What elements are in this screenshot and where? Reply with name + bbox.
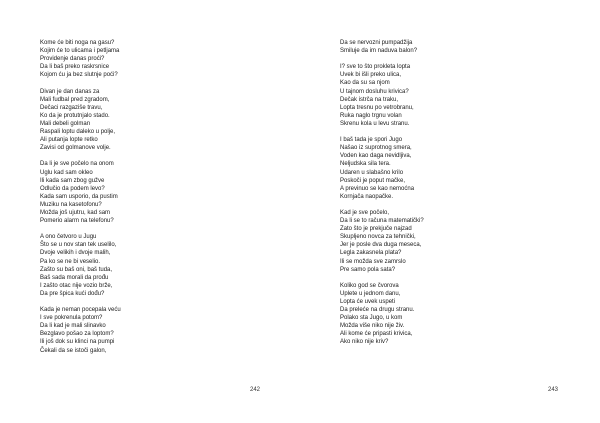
stanza [340,209,424,274]
poem-column-right [340,39,424,355]
right-page [300,0,600,423]
poem-line: Jer je posle dva duga meseca, [340,242,422,249]
poem-line: Kojom ću ja bez slutnje poći? [40,72,118,79]
poem-line: I baš tada je spori Jugo [340,137,403,144]
page-number-right: 243 [548,387,559,393]
poem-line: Ali kome će pripasti krivica, [340,331,413,338]
poem-line: I sve pokrenula potom? [40,315,103,322]
poem-line: Zato što je prekjuče najzad [340,226,412,233]
poem-line: Da li kad je mali slinavko [40,323,106,330]
poem-line: Skupljeno novca za tehnički, [340,234,416,241]
poem-line: Lopta tresnu po vetrobranu, [340,104,414,111]
poem-line: Možda više niko nije živ. [340,323,405,330]
poem-line: Da li baš preko raskrsnice [40,64,110,71]
poem-line: Dečak istrča na traku, [340,96,399,103]
poem-line: Ili se možda sve zamrslo [340,258,406,265]
poem-line: Mali fudbal pred zgradom, [40,96,110,103]
poem-line: Udaren u slabašno krilo [340,169,404,176]
poem-line: Zašto su baš oni, baš tuda, [40,266,113,273]
poem-line: Odlučio da podem levo? [40,185,105,192]
poem-line: Ko da je protutnjalo stado. [40,112,110,119]
poem-line: Ili još dok su klinci na pumpi [40,339,115,346]
poem-line: Skrenu kola u levu stranu. [340,120,410,127]
poem-line: I zašto otac nije vozio brže, [40,282,113,289]
poem-line: Pomerio alarm na telefonu? [40,218,114,225]
poem-line: Da li je sve počelo na onom [40,161,114,168]
poem-line: Kome će biti noga na gasu? [40,40,115,46]
poem-line: Smiluje da im naduva balon? [340,48,418,55]
poem-line: Možda još ujutru, kad sam [40,209,111,216]
poem-line: A ono četvoro u Jugu [40,234,97,241]
poem-line: Kada je neman pocepala veću [40,307,121,314]
stanza [40,160,121,225]
stanza [340,136,424,201]
poem-line: Baš sada morali da prođu [40,274,109,281]
poem-line: Ali putanja lopte retko [40,137,98,144]
poem-line: Kao da su sa njom [340,80,390,87]
poem-line: I? sve to što prokleta lopta [340,64,411,71]
poem-line: Muziku na kasetofonu? [40,201,102,208]
poem-line: Uvek bi išli preko ulica, [340,72,402,79]
poem-line: A previnuo se kao nemoćna [340,185,415,192]
poem-line: Da preleće na drugu stranu. [340,307,415,314]
page-number-left: 242 [250,387,261,393]
poem-line: Polako sta Jugo, u kom [340,315,403,322]
poem-line: Dečaci razgaziše travu, [40,104,103,111]
poem-line: Što se u nov stan tek uselilo, [40,242,117,249]
poem-line: Našao iz suprotnog smera, [340,145,412,152]
poem-line: Kada sam usporio, da pustim [40,193,118,200]
stanza [40,39,121,79]
poem-line: Divan je dan danas za [40,88,100,95]
poem-line: Koliko god se čvorova [340,282,399,289]
poem-line: Zavisi od golmanove volje. [40,145,111,152]
poem-line: Kad je sve počelo, [340,209,390,216]
poem-line: Neljudska sila tera. [340,161,391,168]
stanza [340,39,424,55]
poem-column-left [40,39,121,363]
stanza [340,63,424,128]
poem-line: Čekali da se istoči galon, [40,347,107,354]
poem-line: Da pre špica kući dođu? [40,290,105,297]
poem-line: Raspali loptu daleko u polje, [40,129,116,136]
poem-line: Uplete u jednom danu, [340,290,401,297]
poem-line: Pre samo pola sata? [340,266,396,273]
poem-line: Ruka naglo trgnu volan [340,112,402,119]
poem-line: Dvoje velikih i dvoje malih, [40,250,111,257]
poem-line: U tajnom dosluhu krivica? [340,88,409,95]
poem-line: Ako niko nije kriv? [340,339,389,346]
poem-line: Uglu kad sam okleo [40,169,93,176]
poem-line: Kojim će to ulicama i petljama [40,48,120,55]
poem-line: Poskoči je poput mačke, [340,177,406,184]
poem-line: Mali debeli golman [40,120,91,127]
poem-line: Ili kada sam zbog gužve [40,177,105,184]
poem-line: Da li se to računa matematički? [340,218,424,225]
stanza [40,88,121,153]
poem-line: Kornjača naopačke. [340,193,394,200]
stanza [40,233,121,298]
stanza [340,282,424,347]
poem-line: Lopta će uvek uspeti [340,299,396,305]
poem-line: Voden kao daga nevidljiva, [340,153,412,160]
poem-line: Pa ko se ne bi veselio. [40,258,101,265]
poem-line: Providenje danas proći? [40,56,105,63]
stanza [40,306,121,355]
poem-line: Bezglavo pošao za loptom? [40,331,114,338]
poem-line: Da se nervozni pumpadžija [340,40,413,46]
poem-line: Legla zakasnela plata? [340,250,402,257]
